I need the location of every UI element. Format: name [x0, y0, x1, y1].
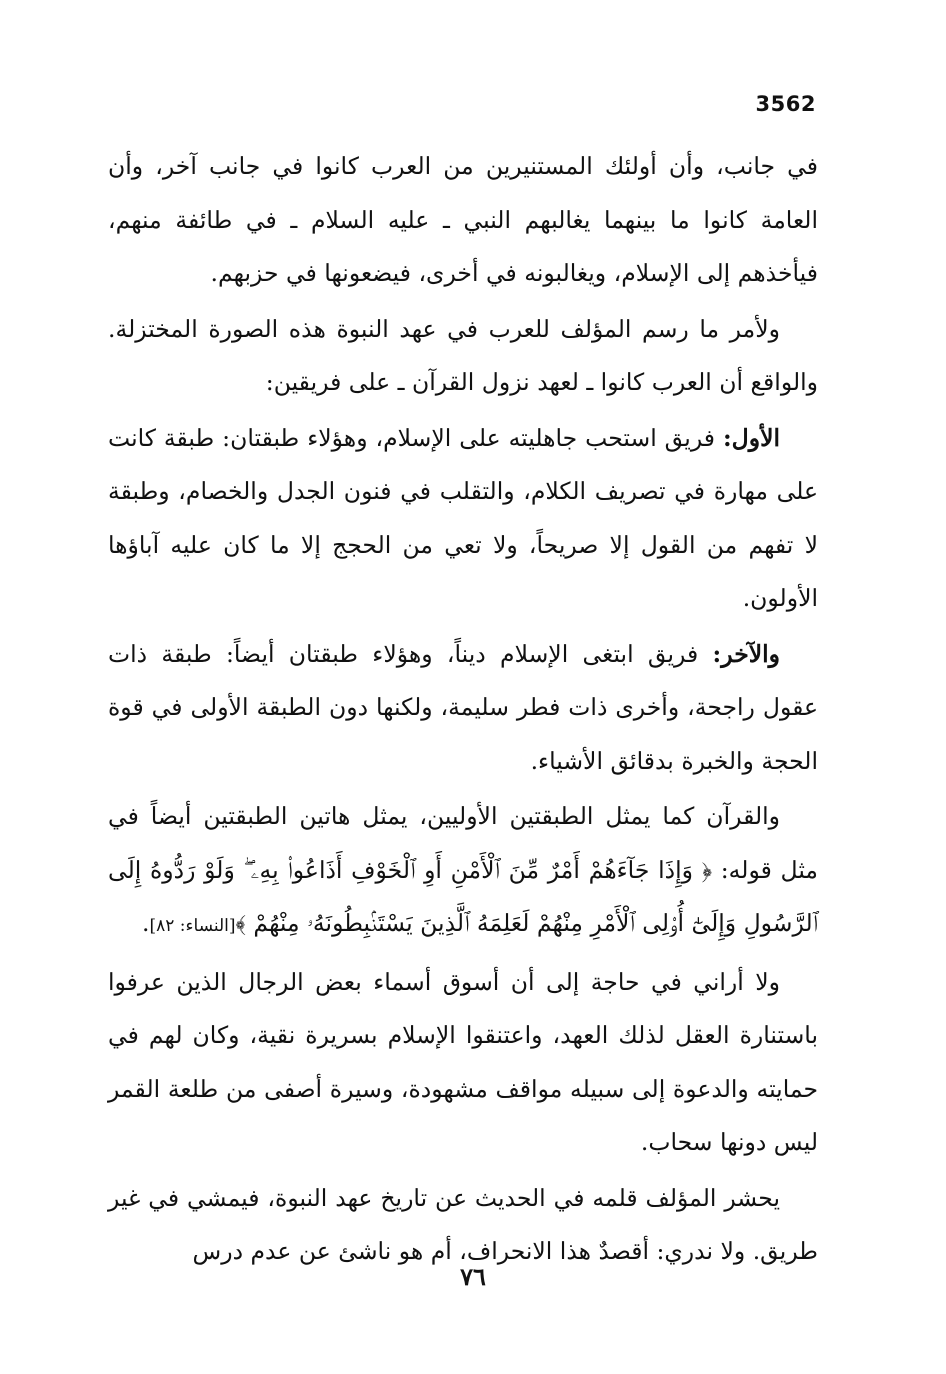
- page-footer-number: ٧٦: [460, 1262, 486, 1291]
- paragraph-text: في جانب، وأن أولئك المستنيرين من العرب كانوا في جانب آخر، وأن العامة كانوا ما بينهما يغالبهم النبي ـ عليه السلام ـ في طائفة منهم، فيأخذهم إلى الإسلام، ويغالبونه في أخرى، فيضعونها في حزبهم.: [108, 152, 818, 287]
- paragraph-text: فريق ابتغى الإسلام ديناً، وهؤلاء طبقتان أيضاً: طبقة ذات عقول راجحة، وأخرى ذات فطر سليمة، ولكنها دون الطبقة الأولى في قوة الحجة والخبرة بدقائق الأشياء.: [108, 639, 818, 775]
- paragraph-quran: [108, 790, 818, 954]
- verse-reference: [النساء: ٨٢]: [149, 916, 236, 936]
- quran-verse: ﴿ وَإِذَا جَآءَهُمْ أَمْرٌ مِّنَ ٱلْأَمْنِ أَوِ ٱلْخَوْفِ أَذَاعُوا۟ بِهِۦ ۖ وَلَوْ رَدُّوهُ إِلَى ٱلرَّسُولِ وَإِلَىٰٓ أُو۟لِى ٱلْأَمْرِ مِنْهُمْ لَعَلِمَهُ ٱلَّذِينَ يَسْتَنۢبِطُونَهُۥ مِنْهُمْ ﴾: [108, 855, 818, 937]
- paragraph-first-group: [108, 412, 818, 626]
- paragraph-men: [108, 956, 818, 1170]
- page-header-number: 3562: [755, 92, 816, 116]
- body-text: [108, 140, 818, 1279]
- paragraph-text: ولا أراني في حاجة إلى أن أسوق أسماء بعض الرجال الذين عرفوا باستنارة العقل لذلك العهد، واعتنقوا الإسلام بسريرة نقية، وكان لهم في حمايته والدعوة إلى سبيله مواقف مشهودة، وسيرة أصفى من طلعة القمر ليس دونها سحاب.: [108, 967, 818, 1156]
- paragraph-text: فريق استحب جاهليته على الإسلام، وهؤلاء طبقتان: طبقة كانت على مهارة في تصريف الكلام، والتقلب في فنون الجدل والخصام، وطبقة لا تفهم من القول إلا صريحاً، ولا تعي من الحجج إلا ما كان عليه آباؤها الأولون.: [108, 423, 818, 612]
- paragraph-text: ولأمر ما رسم المؤلف للعرب في عهد النبوة هذه الصورة المختزلة. والواقع أن العرب كانوا ـ لعهد نزول القرآن ـ على فريقين:: [108, 314, 818, 396]
- paragraph-1: [108, 140, 818, 301]
- paragraph-second-group: [108, 628, 818, 789]
- paragraph-text: والقرآن كما يمثل الطبقتين الأوليين، يمثل هاتين الطبقتين أيضاً في مثل قوله:: [108, 802, 818, 884]
- paragraph-lead: والآخر:: [712, 639, 780, 668]
- paragraph-2: [108, 303, 818, 410]
- paragraph-tail: .: [142, 909, 150, 937]
- paragraph-text: يحشر المؤلف قلمه في الحديث عن تاريخ عهد النبوة، فيمشي في غير طريق. ولا ندري: أقصدٌ هذا الانحراف، أم هو ناشئ عن عدم درس: [108, 1183, 818, 1265]
- paragraph-lead: الأول:: [722, 423, 780, 452]
